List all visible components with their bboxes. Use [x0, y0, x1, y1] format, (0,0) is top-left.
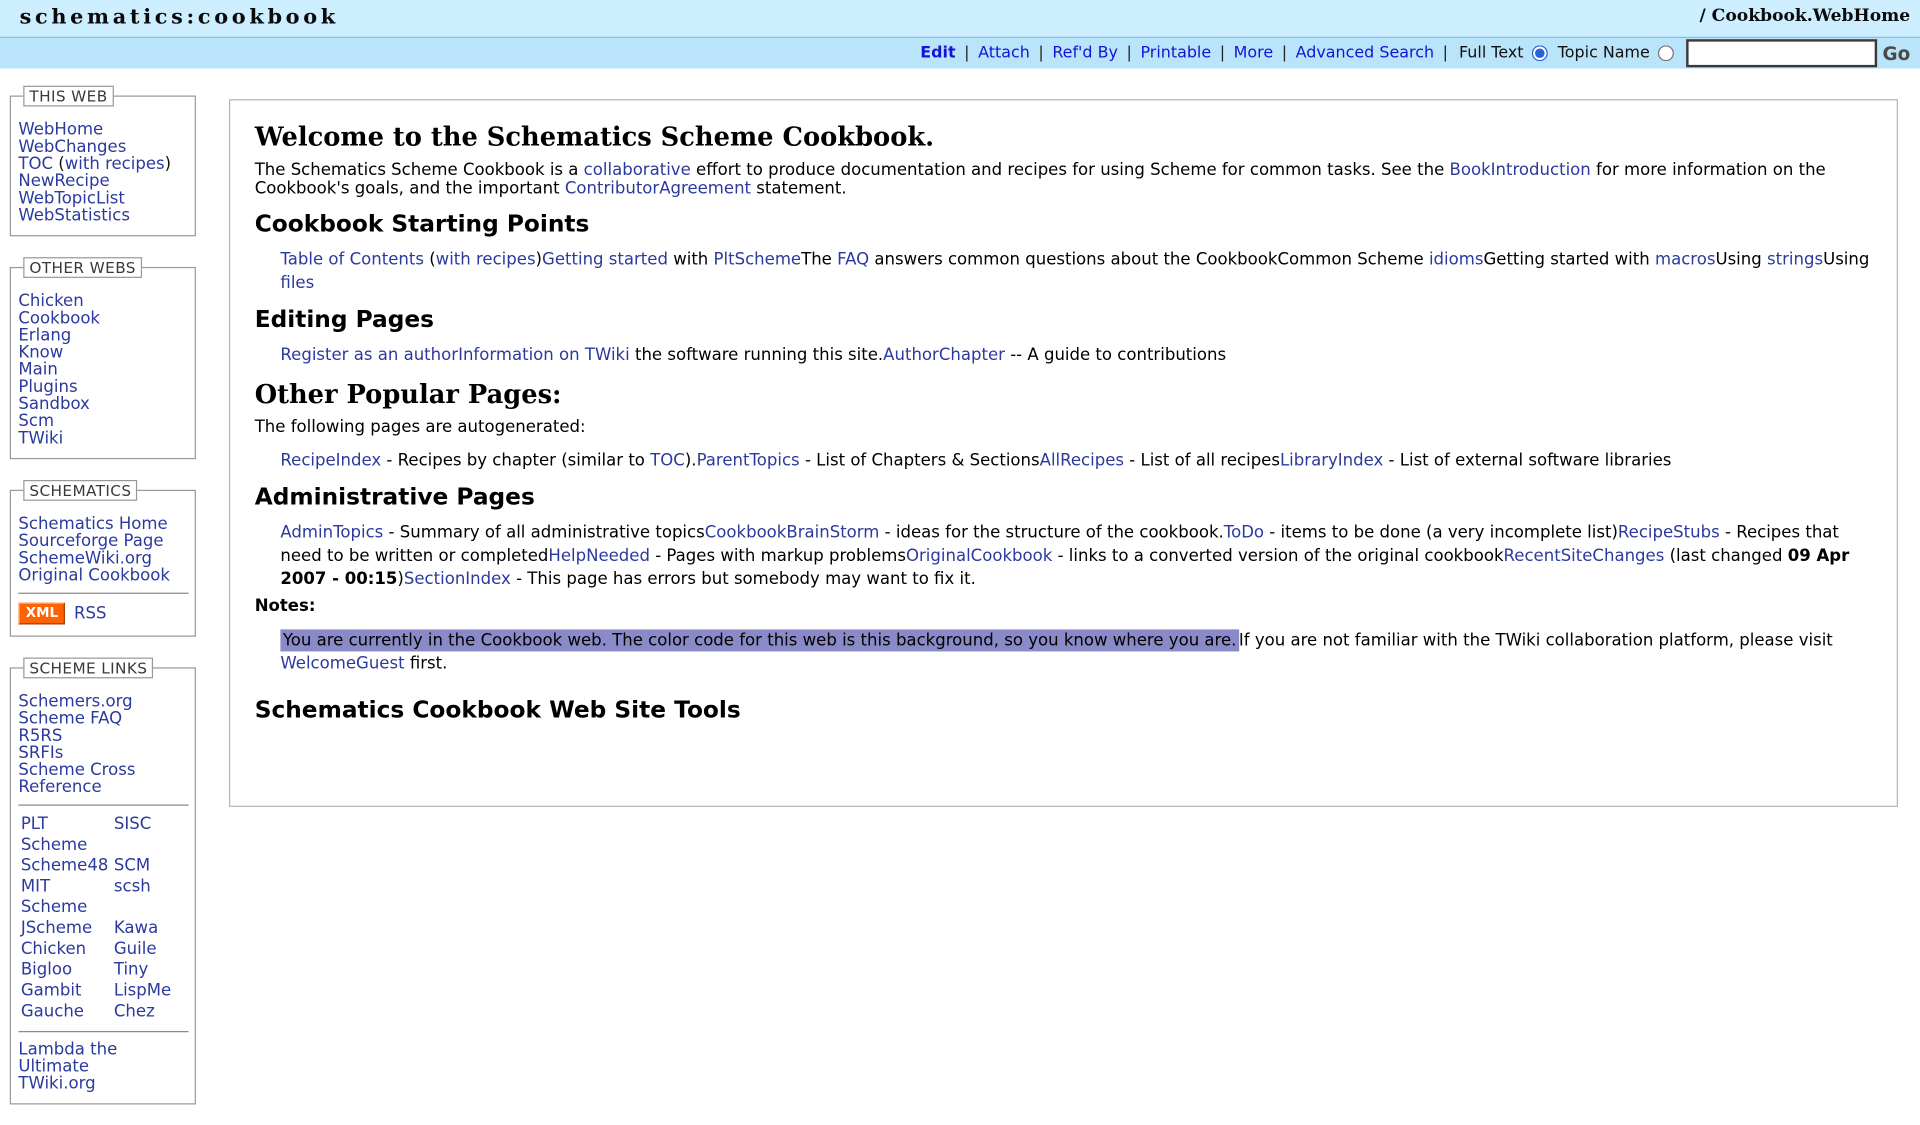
- page-title: Welcome to the Schematics Scheme Cookbook.: [254, 121, 935, 152]
- list-item: [1224, 522, 1618, 542]
- wiki-link[interactable]: Schemers.org: [18, 691, 133, 712]
- sidebar-item: [18, 190, 188, 207]
- sidebar-item: [18, 1041, 188, 1075]
- list-item: [1715, 250, 1823, 270]
- implementation-link[interactable]: scsh: [113, 876, 151, 897]
- wiki-link[interactable]: RecipeIndex: [280, 450, 382, 470]
- xml-feed-badge[interactable]: XML: [18, 602, 65, 624]
- notes-list: [255, 626, 1873, 673]
- wiki-link[interactable]: RecentSiteChanges: [1503, 545, 1665, 566]
- implementations-table: [18, 814, 188, 1022]
- list-item: [1483, 250, 1715, 270]
- header-bar: [0, 0, 1920, 37]
- sidebar-item: [18, 293, 188, 310]
- implementation-row: [18, 960, 188, 981]
- scheme-links: [18, 693, 188, 796]
- heading-starting-points: Cookbook Starting Points: [254, 210, 590, 238]
- text-segment: - List of external software libraries: [1383, 450, 1672, 470]
- wiki-link[interactable]: strings: [1767, 249, 1824, 270]
- wiki-link[interactable]: FAQ: [837, 249, 870, 270]
- text-segment: (: [53, 154, 65, 174]
- heading-editing-pages: Editing Pages: [254, 306, 435, 334]
- fulltext-label: Full Text: [1459, 44, 1524, 63]
- text-segment: - items to be done (a very incomplete list): [1264, 522, 1618, 542]
- sidebar-item: [18, 533, 188, 550]
- implementation-link[interactable]: Guile: [113, 939, 157, 959]
- text-segment: ): [397, 568, 404, 589]
- toolbar-link-item: [1140, 44, 1211, 62]
- text-segment: ): [164, 154, 172, 174]
- text-segment: - ideas for the structure of the cookbook.: [879, 522, 1224, 542]
- wiki-link[interactable]: TWiki.org: [18, 1073, 96, 1094]
- wiki-link[interactable]: Information on TWiki: [458, 345, 630, 365]
- text-segment: - Recipes by chapter (similar to: [381, 450, 651, 470]
- toolbar: [0, 37, 1920, 69]
- wiki-link[interactable]: Erlang: [18, 325, 72, 346]
- sidebar-divider: [18, 593, 188, 594]
- wiki-link[interactable]: Scm: [18, 411, 55, 432]
- implementation-link[interactable]: Chez: [113, 1001, 155, 1022]
- breadcrumb: / Cookbook.WebHome: [1699, 6, 1911, 26]
- sidebar-item: [18, 156, 188, 173]
- toolbar-link-item: [978, 44, 1030, 62]
- implementation-link[interactable]: LispMe: [113, 980, 172, 1001]
- wiki-link[interactable]: LibraryIndex: [1279, 450, 1384, 470]
- topicname-radio[interactable]: [1658, 45, 1674, 61]
- separator: |: [1038, 44, 1044, 63]
- this-web-links: [18, 121, 188, 224]
- wiki-link[interactable]: Attach: [978, 44, 1030, 63]
- sidebar-item: [18, 430, 188, 447]
- sidebar-item: [18, 710, 188, 727]
- wiki-link[interactable]: NewRecipe: [18, 171, 110, 192]
- wiki-link[interactable]: RecipeStubs: [1617, 522, 1720, 542]
- sidebar-item: [18, 396, 188, 413]
- list-item: [1280, 450, 1671, 470]
- implementation-row: [18, 1002, 188, 1023]
- list-item: [548, 546, 906, 566]
- sidebar-item: [18, 138, 188, 155]
- site-title: schematics:cookbook: [19, 4, 339, 30]
- sidebar-legend-schematics: SCHEMATICS: [23, 480, 137, 501]
- highlighted-text: You are currently in the Cookbook web. The color code for this web is this background, so you know where you are.: [280, 629, 1238, 651]
- implementation-row: [18, 918, 188, 939]
- wiki-link[interactable]: macros: [1654, 249, 1716, 270]
- scheme-links-bottom: [18, 1041, 188, 1092]
- sidebar-item: [18, 378, 188, 395]
- implementation-link[interactable]: SCM: [113, 855, 151, 876]
- implementation-row: [18, 856, 188, 877]
- text-segment: - Summary of all administrative topics: [383, 522, 705, 542]
- toolbar-links: [920, 44, 1456, 62]
- sidebar-item: [18, 327, 188, 344]
- wiki-link[interactable]: More: [1233, 44, 1274, 63]
- sidebar-box-other-webs: [10, 257, 196, 459]
- wiki-link[interactable]: Original Cookbook: [18, 565, 170, 586]
- sidebar-legend-scheme-links: SCHEME LINKS: [23, 658, 153, 679]
- wiki-link[interactable]: BookIntroduction: [1449, 160, 1591, 180]
- implementation-row: [18, 877, 188, 919]
- text-segment: -- A guide to contributions: [1004, 345, 1227, 365]
- sidebar-item: [18, 344, 188, 361]
- list-item: [1040, 450, 1280, 470]
- wiki-link[interactable]: Chicken: [18, 291, 84, 312]
- wiki-link[interactable]: Ref'd By: [1052, 44, 1118, 63]
- text-segment: Using: [1823, 249, 1870, 270]
- main-content: [229, 99, 1898, 806]
- wiki-link[interactable]: AdminTopics: [280, 522, 384, 542]
- rss-row: [18, 602, 188, 624]
- sidebar-item: [18, 727, 188, 744]
- topicname-label: Topic Name: [1557, 44, 1650, 63]
- text-segment: The Schematics Scheme Cookbook is a: [254, 160, 584, 180]
- list-item: [280, 250, 542, 270]
- list-item: [705, 522, 1224, 542]
- implementation-link[interactable]: Kawa: [113, 918, 159, 938]
- text-segment: first.: [404, 653, 448, 673]
- wiki-link[interactable]: WebChanges: [18, 137, 127, 157]
- rss-link[interactable]: RSS: [74, 603, 107, 624]
- list-item: [697, 450, 1040, 470]
- sidebar: [10, 86, 196, 1125]
- wiki-link[interactable]: WebStatistics: [18, 205, 130, 226]
- list-item: [906, 546, 1504, 566]
- search-input[interactable]: [1687, 39, 1878, 67]
- implementation-row: [18, 814, 188, 856]
- wiki-link[interactable]: SRFIs: [18, 743, 64, 763]
- list-item: [280, 630, 1238, 650]
- wiki-link[interactable]: collaborative: [583, 160, 691, 180]
- list-item: [404, 569, 976, 589]
- text-segment: - Pages with markup problems: [649, 545, 906, 566]
- wiki-link[interactable]: Main: [18, 360, 58, 380]
- implementation-link[interactable]: Chicken: [20, 939, 87, 959]
- wiki-link[interactable]: SchemeWiki.org: [18, 548, 152, 569]
- wiki-link[interactable]: Edit: [920, 44, 956, 63]
- list-item: [1277, 250, 1483, 270]
- text-segment: Using: [1715, 249, 1768, 270]
- go-button[interactable]: Go: [1882, 42, 1911, 65]
- text-segment: - Recipes that need to be written or completed: [280, 522, 1839, 566]
- text-segment: The: [801, 249, 838, 270]
- sidebar-item: [18, 207, 188, 224]
- sidebar-item: [18, 516, 188, 533]
- sidebar-item: [18, 744, 188, 761]
- text-segment: statement.: [751, 178, 847, 198]
- text-segment: with: [667, 249, 714, 270]
- wiki-link[interactable]: WebTopicList: [18, 188, 125, 209]
- text-segment: for more information on the Cookbook's goals, and the important: [254, 160, 1826, 198]
- wiki-link[interactable]: Plugins: [18, 377, 78, 397]
- wiki-link[interactable]: with recipes: [64, 154, 165, 174]
- intro-paragraph: [255, 162, 1873, 198]
- heading-administrative-pages: Administrative Pages: [254, 483, 535, 510]
- wiki-link[interactable]: Sourceforge Page: [18, 531, 164, 552]
- other-webs-links: [18, 293, 188, 447]
- wiki-link[interactable]: WelcomeGuest: [280, 653, 405, 673]
- wiki-link[interactable]: Scheme Cross Reference: [18, 760, 136, 798]
- list-item: [280, 345, 458, 365]
- separator: |: [1281, 44, 1288, 63]
- sidebar-item: [18, 567, 188, 584]
- wiki-link[interactable]: ContributorAgreement: [564, 178, 752, 198]
- sidebar-item: [18, 173, 188, 190]
- sidebar-item: [18, 762, 188, 796]
- implementation-link[interactable]: MIT Scheme: [20, 876, 88, 918]
- implementation-link[interactable]: Gauche: [20, 1001, 84, 1022]
- wiki-link[interactable]: WebHome: [18, 120, 104, 140]
- list-item: [280, 450, 696, 470]
- toolbar-link-item: [1296, 44, 1434, 62]
- wiki-link[interactable]: Sandbox: [18, 394, 90, 414]
- sidebar-divider: [18, 1031, 188, 1032]
- list-item: [801, 250, 1277, 270]
- wiki-link[interactable]: Printable: [1140, 44, 1212, 63]
- text-segment: ): [535, 249, 543, 270]
- implementation-link[interactable]: Tiny: [113, 960, 149, 980]
- text-segment: - List of Chapters & Sections: [799, 450, 1040, 470]
- text-segment: (: [423, 249, 436, 270]
- toolbar-link-item: [1052, 44, 1118, 62]
- wiki-link[interactable]: ToDo: [1223, 522, 1265, 542]
- sidebar-item: [18, 693, 188, 710]
- list-item: [458, 345, 883, 365]
- implementation-link[interactable]: Gambit: [20, 980, 82, 1001]
- sidebar-box-scheme-links: [10, 658, 196, 1105]
- wiki-link[interactable]: TWiki: [18, 428, 64, 449]
- wiki-link[interactable]: SectionIndex: [403, 568, 511, 589]
- wiki-link[interactable]: TOC: [650, 450, 685, 470]
- wiki-link[interactable]: HelpNeeded: [548, 545, 650, 566]
- sidebar-item: [18, 1075, 188, 1092]
- separator: |: [964, 44, 970, 63]
- wiki-link[interactable]: OriginalCookbook: [905, 545, 1053, 566]
- text-segment: ).: [684, 450, 697, 470]
- separator: |: [1126, 44, 1132, 63]
- text-segment: Common Scheme: [1277, 249, 1429, 270]
- implementation-row: [18, 939, 188, 960]
- text-segment: - links to a converted version of the original cookbook: [1052, 545, 1504, 566]
- sidebar-item: [18, 413, 188, 430]
- text-segment: If you are not familiar with the TWiki collaboration platform, please visit: [1238, 630, 1833, 650]
- sidebar-box-this-web: [10, 86, 196, 237]
- sidebar-item: [18, 361, 188, 378]
- list-item: [280, 522, 704, 542]
- implementation-link[interactable]: SISC: [113, 814, 152, 834]
- text-segment: effort to produce documentation and recipes for using Scheme for common tasks. See the: [690, 160, 1450, 180]
- wiki-link[interactable]: Schematics Home: [18, 514, 168, 534]
- wiki-link[interactable]: files: [280, 273, 315, 293]
- separator: |: [1442, 44, 1448, 63]
- wiki-link[interactable]: Lambda the Ultimate: [18, 1039, 118, 1077]
- wiki-link[interactable]: AllRecipes: [1039, 450, 1125, 470]
- wiki-link[interactable]: Cookbook: [18, 308, 101, 329]
- wiki-link[interactable]: Know: [18, 342, 64, 363]
- separator: |: [1219, 44, 1226, 63]
- sidebar-item: [18, 310, 188, 327]
- wiki-link[interactable]: R5RS: [18, 726, 63, 746]
- wiki-link[interactable]: Advanced Search: [1295, 44, 1435, 63]
- implementation-link[interactable]: PLT Scheme: [20, 814, 88, 855]
- editing-pages-list: [255, 342, 1873, 365]
- wiki-link[interactable]: CookbookBrainStorm: [704, 522, 880, 542]
- administrative-pages-list: [255, 519, 1873, 589]
- wiki-link[interactable]: with recipes: [435, 249, 536, 270]
- text-segment: 09 Apr 2007 - 00:15: [280, 545, 1850, 589]
- sidebar-legend-other-webs: OTHER WEBS: [23, 257, 142, 278]
- toolbar-link-item: [920, 44, 955, 62]
- sidebar-item: [18, 550, 188, 567]
- popular-pages-list: [255, 446, 1873, 469]
- wiki-link[interactable]: Scheme FAQ: [18, 708, 123, 729]
- toolbar-link-item: [1234, 44, 1273, 62]
- heading-web-site-tools: Schematics Cookbook Web Site Tools: [254, 696, 741, 724]
- implementation-link[interactable]: Scheme48: [20, 855, 109, 876]
- popular-pages-lead: The following pages are autogenerated:: [254, 417, 586, 438]
- wiki-link[interactable]: Table of Contents: [280, 249, 424, 270]
- list-item: [542, 250, 801, 270]
- text-segment: the software running this site.: [629, 345, 884, 365]
- wiki-link[interactable]: Getting started: [542, 249, 668, 270]
- wiki-link[interactable]: ParentTopics: [696, 450, 800, 470]
- wiki-link[interactable]: TOC: [18, 154, 54, 174]
- fulltext-radio[interactable]: [1532, 45, 1548, 61]
- sidebar-box-schematics: [10, 480, 196, 637]
- list-item: [883, 345, 1226, 365]
- implementation-row: [18, 981, 188, 1002]
- implementation-link[interactable]: Bigloo: [20, 960, 73, 980]
- schematics-links: [18, 516, 188, 585]
- heading-popular-pages: Other Popular Pages:: [254, 378, 562, 409]
- sidebar-divider: [18, 804, 188, 805]
- notes-label: Notes:: [254, 595, 316, 616]
- text-segment: answers common questions about the Cookbook: [869, 249, 1278, 270]
- implementation-link[interactable]: JScheme: [20, 918, 93, 938]
- text-segment: - List of all recipes: [1124, 450, 1280, 470]
- text-segment: (last changed: [1664, 545, 1788, 566]
- wiki-link[interactable]: Register as an author: [280, 345, 459, 365]
- sidebar-legend-this-web: THIS WEB: [23, 86, 113, 107]
- starting-points-list: [255, 246, 1873, 293]
- wiki-link[interactable]: PltScheme: [713, 249, 802, 270]
- wiki-link[interactable]: idioms: [1428, 249, 1484, 270]
- text-segment: - This page has errors but somebody may want to fix it.: [510, 568, 976, 589]
- sidebar-item: [18, 121, 188, 138]
- text-segment: Getting started with: [1483, 249, 1655, 270]
- wiki-link[interactable]: AuthorChapter: [883, 345, 1005, 365]
